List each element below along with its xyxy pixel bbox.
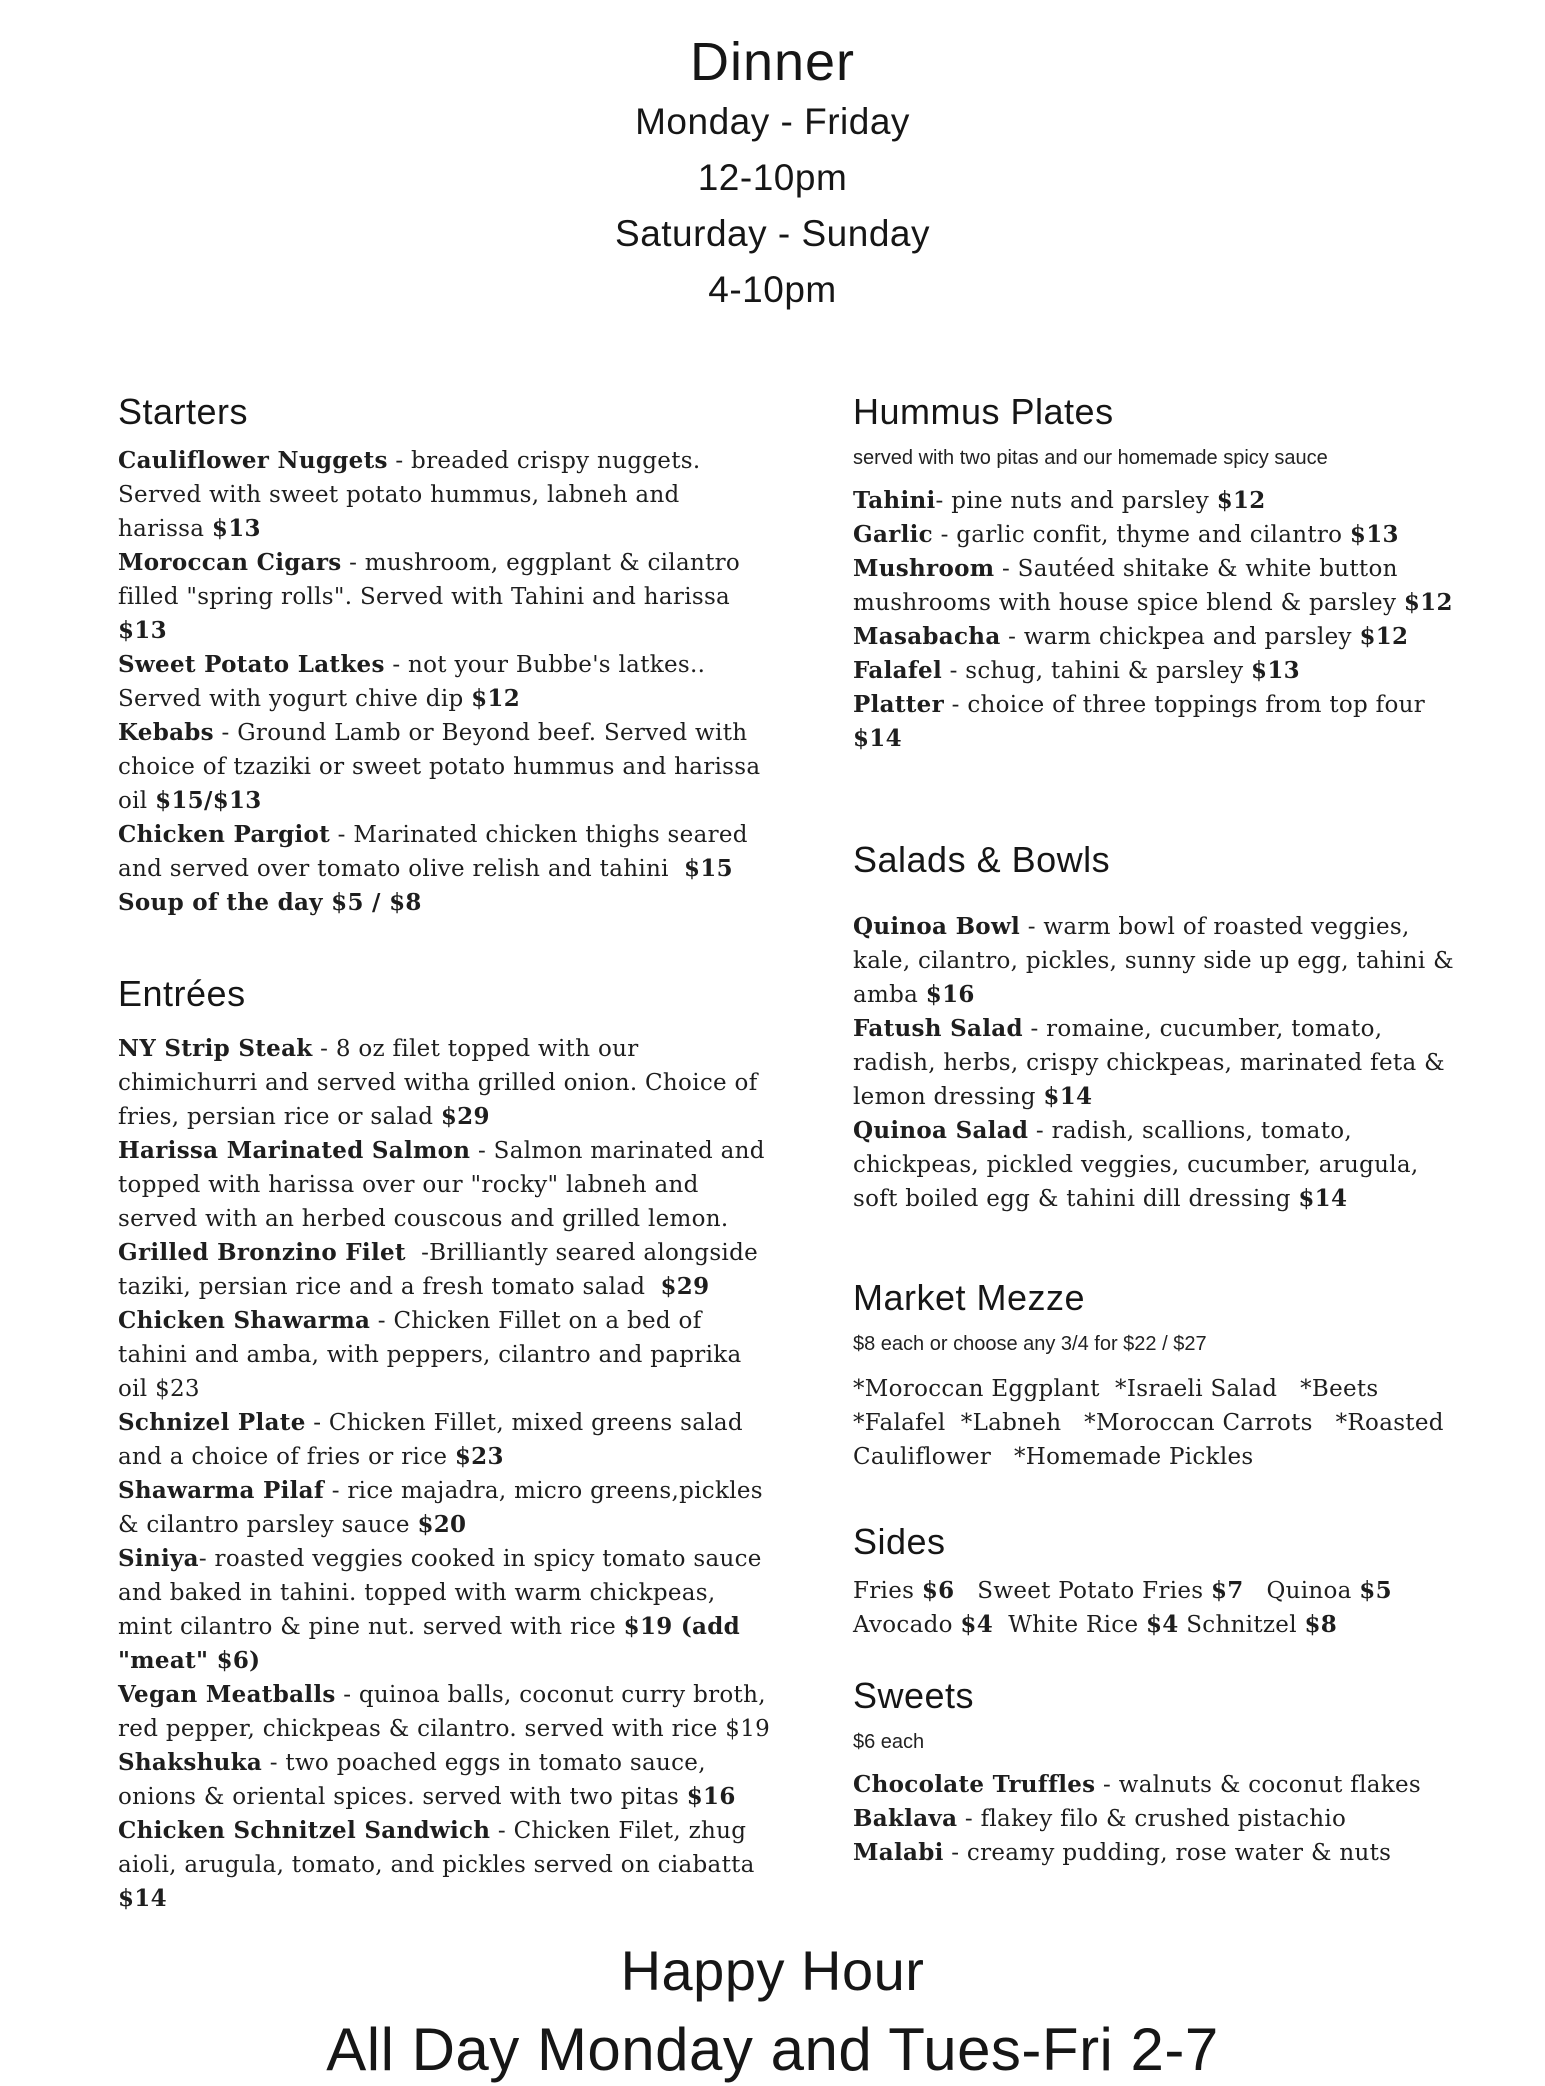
menu-item <box>853 910 1465 1012</box>
section-heading-mezze: Market Mezze <box>853 1277 1086 1318</box>
section-heading-sides: Sides <box>853 1521 946 1562</box>
entrees-items <box>118 1032 773 1916</box>
menu-item-emphasis: Kebabs <box>118 719 214 746</box>
menu-item <box>118 1474 773 1542</box>
menu-item <box>118 444 773 546</box>
section-heading-salads: Salads & Bowls <box>853 839 1111 880</box>
menu-item-emphasis: Cauliflower Nuggets <box>118 447 388 474</box>
section-heading-sweets: Sweets <box>853 1675 975 1716</box>
menu-item <box>118 1542 773 1678</box>
sides-items <box>853 1574 1465 1642</box>
section-heading-starters: Starters <box>118 391 249 432</box>
menu-item-emphasis: $23 <box>454 1443 504 1470</box>
menu-item-emphasis: Masabacha <box>853 623 1001 650</box>
section-market-mezze <box>853 1276 1465 1474</box>
menu-item-emphasis: Shawarma Pilaf <box>118 1477 325 1504</box>
section-heading-entrees: Entrées <box>118 973 246 1014</box>
menu-item-text: - quinoa balls, coconut curry broth, red pepper, chickpeas & cilantro. served with rice $19 <box>118 1682 774 1742</box>
menu-item-emphasis: Platter <box>853 691 945 718</box>
menu-item-emphasis: $19 (add "meat" $6) <box>118 1613 749 1674</box>
menu-item-emphasis: $15/$13 <box>155 787 262 814</box>
schedule-line-weekday-hours: 12-10pm <box>697 157 848 198</box>
menu-item <box>118 546 773 648</box>
menu-item-text: - radish, scallions, tomato, chickpeas, pickled veggies, cucumber, arugula, soft boiled egg & tahini dill dressing <box>853 1118 1427 1212</box>
menu-item <box>853 1012 1465 1114</box>
menu-item-emphasis: Chicken Schnitzel Sandwich <box>118 1817 491 1844</box>
menu-item-text: - schug, tahini & parsley <box>941 658 1252 684</box>
menu-item-emphasis: $12 <box>1216 487 1266 514</box>
menu-item <box>853 654 1465 688</box>
menu-item-emphasis: $6 <box>921 1577 955 1604</box>
schedule-line-weekend-hours: 4-10pm <box>708 269 837 310</box>
menu-item <box>853 1802 1465 1836</box>
section-starters <box>118 390 773 920</box>
menu-item-emphasis: Malabi <box>853 1839 944 1866</box>
menu-item-emphasis: $5 <box>1359 1577 1392 1604</box>
hummus-items <box>853 484 1465 756</box>
menu-item <box>853 1114 1465 1216</box>
menu-header <box>0 30 1545 318</box>
menu-item-emphasis: Shakshuka <box>118 1749 263 1776</box>
menu-item <box>118 716 773 818</box>
section-hummus-plates <box>853 390 1465 756</box>
menu-item <box>118 1678 773 1746</box>
happy-hour-title: Happy Hour <box>620 1939 925 2002</box>
menu-item-text: - Chicken Fillet, mixed greens salad and a choice of fries or rice <box>118 1410 751 1470</box>
menu-item-emphasis: Quinoa Bowl <box>853 913 1021 940</box>
menu-item-emphasis: Chicken Pargiot <box>118 821 331 848</box>
menu-item-text: *Moroccan Eggplant *Israeli Salad *Beets <box>853 1376 1379 1402</box>
menu-item <box>853 1372 1465 1406</box>
menu-item-text: - choice of three toppings from top four <box>944 692 1433 718</box>
menu-item <box>118 1814 773 1916</box>
menu-item <box>118 1032 773 1134</box>
menu-item-emphasis: Tahini <box>853 487 936 514</box>
mezze-items <box>853 1372 1465 1474</box>
menu-item <box>118 1304 773 1406</box>
menu-item <box>853 1608 1465 1642</box>
menu-item-emphasis: $14 <box>1298 1185 1348 1212</box>
menu-item-text: *Falafel *Labneh *Moroccan Carrots *Roasted Cauliflower *Homemade Pickles <box>853 1410 1452 1470</box>
menu-item <box>853 1406 1465 1474</box>
menu-item <box>853 620 1465 654</box>
menu-item-text: - romaine, cucumber, tomato, radish, herbs, crispy chickpeas, marinated feta & lemon dressing <box>853 1016 1453 1110</box>
menu-item-text: - creamy pudding, rose water & nuts <box>943 1840 1392 1866</box>
menu-item-emphasis: $14 <box>853 725 902 752</box>
schedule-line-weekdays: Monday - Friday <box>635 101 910 142</box>
menu-item-text: - walnuts & coconut flakes <box>1095 1772 1422 1798</box>
menu-item-text: Schnitzel <box>1178 1612 1305 1638</box>
menu-item-text: - Sautéed shitake & white button mushrooms with house spice blend & parsley <box>853 556 1406 616</box>
menu-item-emphasis: $14 <box>118 1885 167 1912</box>
section-subtitle-sweets: $6 each <box>853 1731 925 1753</box>
menu-item-emphasis: $16 <box>686 1783 736 1810</box>
section-sides <box>853 1520 1465 1642</box>
menu-item-emphasis: Siniya <box>118 1545 199 1572</box>
menu-item-text: - Salmon marinated and topped with harissa over our "rocky" labneh and served with an herbed couscous and grilled lemon. <box>118 1138 773 1232</box>
menu-item <box>118 1746 773 1814</box>
menu-item-emphasis: $12 <box>1359 623 1409 650</box>
menu-item <box>853 518 1465 552</box>
menu-item-emphasis: Falafel <box>853 657 942 684</box>
menu-item-text: - not your Bubbe's latkes.. Served with yogurt chive dip <box>118 652 713 712</box>
right-column <box>853 390 1465 1916</box>
section-salads-bowls <box>853 838 1465 1216</box>
menu-item-text: - Chicken Filet, zhug aioli, arugula, tomato, and pickles served on ciabatta <box>118 1818 763 1878</box>
menu-item-text: - Chicken Fillet on a bed of tahini and amba, with peppers, cilantro and paprika oil $23 <box>118 1308 750 1402</box>
menu-item-text: - warm chickpea and parsley <box>1000 624 1360 650</box>
menu-item <box>853 1768 1465 1802</box>
menu-item-emphasis: $12 <box>471 685 521 712</box>
menu-item <box>853 688 1465 756</box>
menu-footer <box>0 1938 1545 2086</box>
menu-item-emphasis: $29 <box>440 1103 490 1130</box>
happy-hour-schedule: All Day Monday and Tues-Fri 2-7 <box>326 2016 1219 2083</box>
menu-item <box>118 1134 773 1236</box>
menu-item-text: White Rice <box>993 1612 1146 1638</box>
menu-item-text: - rice majadra, micro greens,pickles & cilantro parsley sauce <box>118 1478 771 1538</box>
menu-item-emphasis: Schnizel Plate <box>118 1409 306 1436</box>
menu-item <box>853 552 1465 620</box>
menu-item <box>118 818 773 886</box>
menu-item-emphasis: $4 <box>960 1611 994 1638</box>
starters-items <box>118 444 773 920</box>
menu-item-emphasis: $14 <box>1043 1083 1093 1110</box>
menu-item-text: - garlic confit, thyme and cilantro <box>932 522 1350 548</box>
section-entrees <box>118 972 773 1916</box>
menu-item-emphasis: $12 <box>1403 589 1453 616</box>
salads-items <box>853 910 1465 1216</box>
menu-item-text: - 8 oz filet topped with our chimichurri and served witha grilled onion. Choice of fries, persian rice or salad <box>118 1036 766 1130</box>
menu-item-emphasis: $4 <box>1146 1611 1179 1638</box>
menu-item-text: - mushroom, eggplant & cilantro filled "spring rolls". Served with Tahini and harissa <box>118 550 748 610</box>
menu-item-text: - Ground Lamb or Beyond beef. Served with choice of tzaziki or sweet potato hummus and harissa oil <box>118 720 769 814</box>
menu-item-emphasis: $16 <box>925 981 975 1008</box>
menu-item-text: - pine nuts and parsley <box>935 488 1217 514</box>
section-heading-hummus: Hummus Plates <box>853 391 1114 432</box>
sweets-items <box>853 1768 1465 1870</box>
section-subtitle-mezze: $8 each or choose any 3/4 for $22 / $27 <box>853 1333 1207 1355</box>
menu-item-emphasis: Grilled Bronzino Filet <box>118 1239 406 1266</box>
menu-columns <box>0 390 1545 1916</box>
menu-item-emphasis: Fatush Salad <box>853 1015 1023 1042</box>
menu-item-emphasis: $20 <box>417 1511 467 1538</box>
menu-item <box>118 1406 773 1474</box>
menu-item-text: Quinoa <box>1243 1578 1360 1604</box>
menu-item-emphasis: $29 <box>660 1273 710 1300</box>
menu-item-emphasis: Vegan Meatballs <box>118 1681 336 1708</box>
menu-item-emphasis: $13 <box>118 617 167 644</box>
menu-item-emphasis: NY Strip Steak <box>118 1035 313 1062</box>
menu-item-emphasis: $13 <box>1251 657 1300 684</box>
section-sweets <box>853 1674 1465 1870</box>
menu-item-emphasis: Garlic <box>853 521 933 548</box>
menu-item-emphasis: $15 <box>683 855 733 882</box>
menu-item-text: Sweet Potato Fries <box>954 1578 1211 1604</box>
menu-item-emphasis: $13 <box>211 515 261 542</box>
menu-item-text: - roasted veggies cooked in spicy tomato sauce and baked in tahini. topped with warm chickpeas, mint cilantro & pine nut. served with rice <box>118 1546 770 1640</box>
menu-item-emphasis: Quinoa Salad <box>853 1117 1029 1144</box>
menu-item <box>118 886 773 920</box>
menu-item-text: - warm bowl of roasted veggies, kale, cilantro, pickles, sunny side up egg, tahini & amba <box>853 914 1462 1008</box>
menu-item-text: - flakey filo & crushed pistachio <box>957 1806 1347 1832</box>
menu-item-text: -Brilliantly seared alongside taziki, persian rice and a fresh tomato salad <box>118 1240 766 1300</box>
menu-item <box>853 484 1465 518</box>
menu-item-emphasis: $8 <box>1304 1611 1338 1638</box>
menu-item-text: - two poached eggs in tomato sauce, onions & oriental spices. served with two pitas <box>118 1750 714 1810</box>
menu-item-emphasis: Moroccan Cigars <box>118 549 342 576</box>
section-subtitle-hummus: served with two pitas and our homemade spicy sauce <box>853 447 1328 469</box>
menu-item-emphasis: Mushroom <box>853 555 995 582</box>
schedule-line-weekend: Saturday - Sunday <box>615 213 930 254</box>
menu-item <box>853 1574 1465 1608</box>
menu-item-emphasis: Chocolate Truffles <box>853 1771 1096 1798</box>
menu-title: Dinner <box>689 32 856 92</box>
menu-item-emphasis: Harissa Marinated Salmon <box>118 1137 471 1164</box>
menu-item-emphasis: Baklava <box>853 1805 958 1832</box>
menu-item-emphasis: Chicken Shawarma <box>118 1307 371 1334</box>
menu-item-text: Avocado <box>853 1612 961 1638</box>
menu-item <box>853 1836 1465 1870</box>
menu-item <box>118 1236 773 1304</box>
menu-item-emphasis: Sweet Potato Latkes <box>118 651 385 678</box>
menu-item-text: Fries <box>853 1578 922 1604</box>
menu-item-text: - breaded crispy nuggets. Served with sweet potato hummus, labneh and harissa <box>118 448 709 542</box>
menu-item-emphasis: $13 <box>1349 521 1399 548</box>
left-column <box>118 390 773 1916</box>
menu-item <box>118 648 773 716</box>
menu-item-emphasis: Soup of the day $5 / $8 <box>118 889 422 916</box>
menu-item-emphasis: $7 <box>1211 1577 1244 1604</box>
menu-item-text: - Marinated chicken thighs seared and served over tomato olive relish and tahini <box>118 822 756 882</box>
